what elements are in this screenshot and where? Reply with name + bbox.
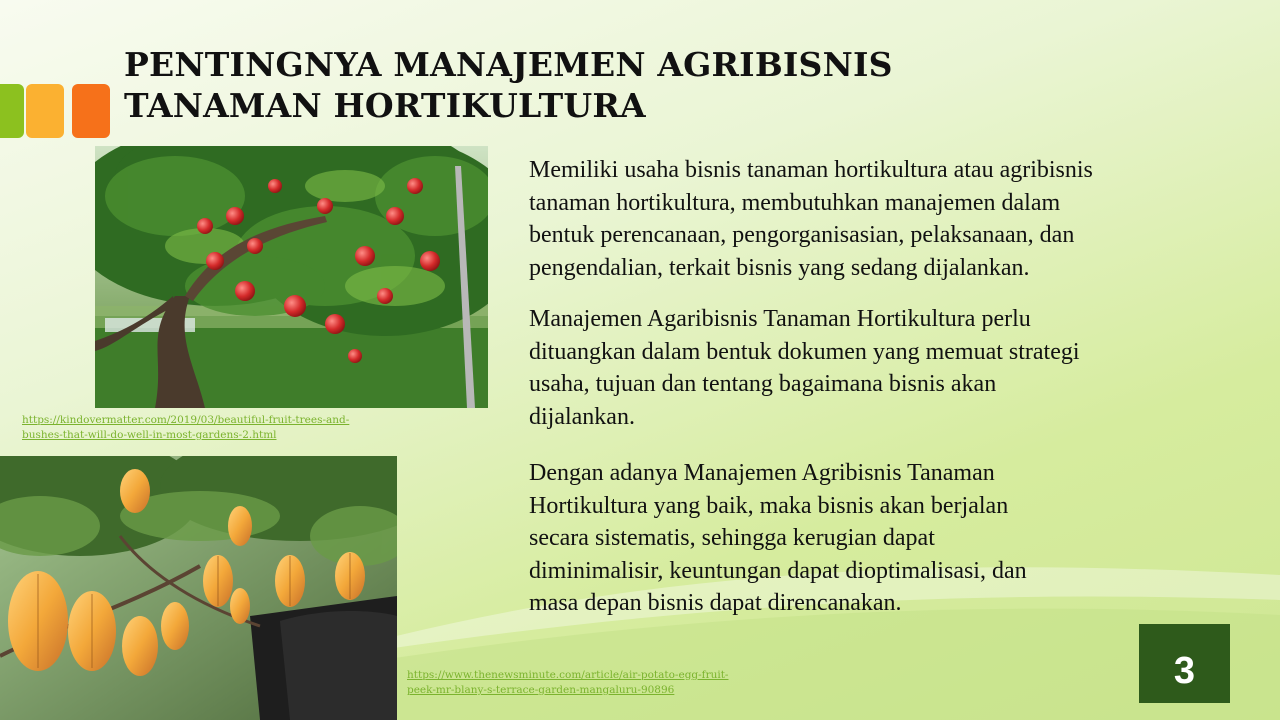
paragraph-2 [529, 303, 1080, 433]
text-line: dituangkan dalam bentuk dokumen yang memuat strategi [529, 338, 1080, 365]
apple-photo-source-link[interactable] [22, 413, 412, 443]
credit-line: https://www.thenewsminute.com/article/air-potato-egg-fruit- [407, 669, 729, 681]
text-line: Memiliki usaha bisnis tanaman hortikultura atau agribisnis [529, 157, 1093, 183]
text-line: Manajemen Agaribisnis Tanaman Hortikultura perlu [529, 306, 1031, 332]
star-fruit-photo [0, 456, 397, 720]
apple-tree-photo [95, 146, 488, 408]
text-line: tanaman hortikultura, membutuhkan manajemen dalam [529, 189, 1061, 216]
accent-block-yellow [26, 84, 64, 138]
accent-block-green [0, 84, 24, 138]
page-number: 3 [1139, 624, 1230, 703]
text-line: masa depan bisnis dapat direncanakan. [529, 590, 902, 616]
credit-line: https://kindovermatter.com/2019/03/beautiful-fruit-trees-and- [22, 414, 350, 426]
title-line-1: PENTINGNYA MANAJEMEN AGRIBISNIS [124, 45, 893, 84]
credit-line: peek-mr-blany-s-terrace-garden-mangaluru-90896 [407, 684, 675, 696]
paragraph-1 [529, 154, 1093, 284]
accent-block-orange [72, 84, 110, 138]
title-line-2: TANAMAN HORTIKULTURA [124, 86, 646, 125]
text-line: secara sistematis, sehingga kerugian dapat [529, 525, 935, 551]
text-line: Hortikultura yang baik, maka bisnis akan berjalan [529, 492, 1009, 519]
star-fruit-photo-source-link[interactable] [407, 668, 787, 698]
text-line: usaha, tujuan dan tentang bagaimana bisnis akan [529, 371, 997, 397]
text-line: dijalankan. [529, 403, 635, 430]
credit-line: bushes-that-will-do-well-in-most-gardens-2.html [22, 429, 277, 441]
text-line: pengendalian, terkait bisnis yang sedang dijalankan. [529, 254, 1030, 281]
text-line: bentuk perencanaan, pengorganisasian, pelaksanaan, dan [529, 222, 1075, 248]
text-line: diminimalisir, keuntungan dapat dioptimalisasi, dan [529, 557, 1027, 584]
text-line: Dengan adanya Manajemen Agribisnis Tanaman [529, 460, 995, 486]
paragraph-3 [529, 457, 1027, 620]
slide-title [124, 44, 924, 126]
